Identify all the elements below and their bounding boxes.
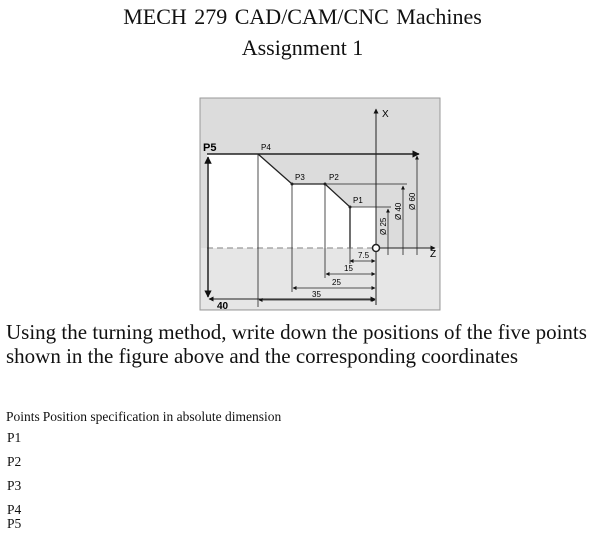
dim-label-d40: Ø 40: [394, 202, 403, 220]
dim-label-35: 35: [312, 290, 321, 299]
label-p4: P4: [261, 143, 271, 152]
dim-label-d25: Ø 25: [379, 217, 388, 235]
x-axis-label: X: [382, 109, 389, 120]
point-row-p4: P4: [7, 502, 22, 517]
col-points: Points: [6, 409, 40, 424]
page-title: MECH 279 CAD/CAM/CNC Machines: [123, 4, 482, 29]
table-header: [6, 409, 284, 425]
dim-label-25: 25: [332, 278, 341, 287]
point-p1-marker: [349, 206, 352, 209]
point-p3-marker: [291, 183, 294, 186]
turning-part-figure: [195, 95, 445, 315]
origin-icon: [373, 245, 380, 252]
page-subtitle: Assignment 1: [241, 35, 364, 60]
point-row-p5: P5: [7, 516, 22, 531]
label-p2: P2: [329, 173, 339, 182]
label-p3: P3: [295, 173, 305, 182]
dim-label-40: 40: [217, 301, 229, 312]
z-axis-label: Z: [430, 249, 437, 260]
col-position: Position specification in absolute dimension: [42, 409, 282, 424]
point-row-p2: P2: [7, 454, 22, 469]
question-text: Using the turning method, write down the positions of the five points shown in the figure above and the corresponding coordinates: [6, 320, 587, 368]
dim-label-7-5: 7.5: [358, 251, 370, 260]
label-p5: P5: [203, 142, 217, 154]
point-row-p3: P3: [7, 478, 22, 493]
dim-label-15: 15: [344, 264, 353, 273]
point-row-p1: P1: [7, 430, 22, 445]
label-p1: P1: [353, 196, 363, 205]
point-p2-marker: [324, 183, 327, 186]
dim-label-d60: Ø 60: [408, 192, 417, 210]
